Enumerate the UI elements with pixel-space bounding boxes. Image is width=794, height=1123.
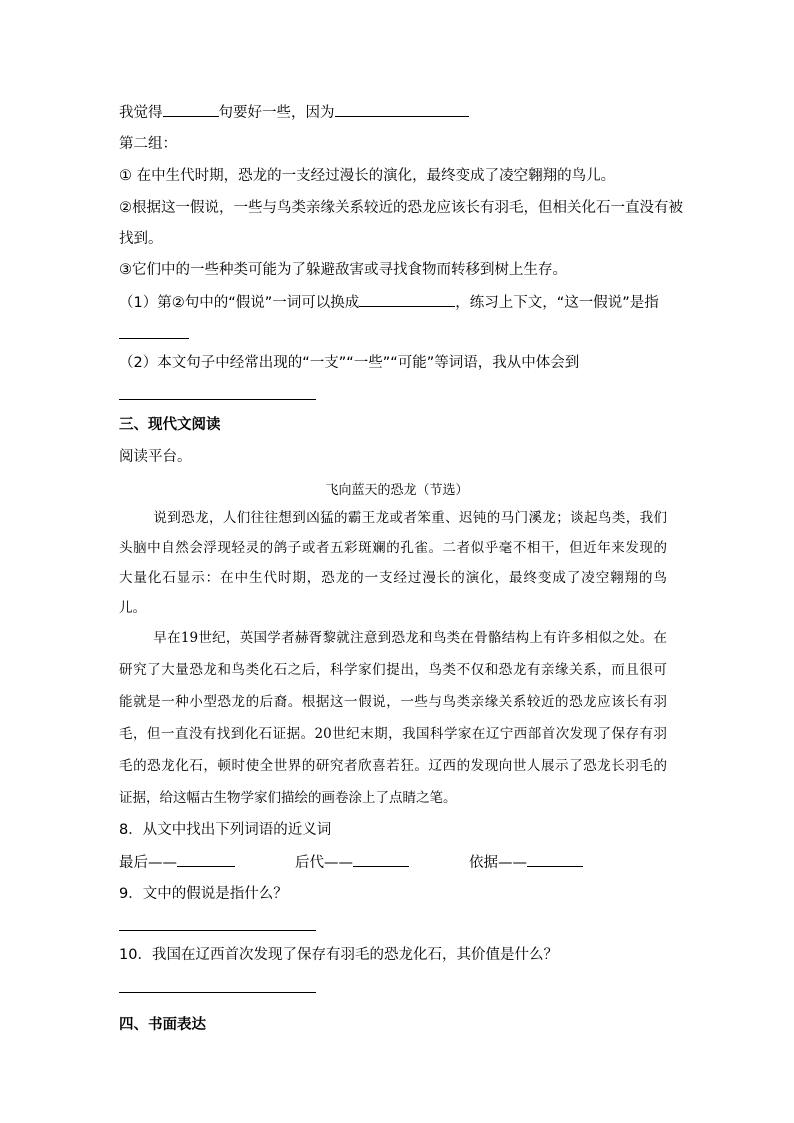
sub-q1-prefix: （1）第②句中的“假说”一词可以换成	[119, 295, 360, 311]
group2-sentence-3: ③它们中的一些种类可能为了躲避敌害或寻找食物而转移到树上生存。	[119, 262, 567, 278]
synonym-blank-2[interactable]	[353, 852, 409, 867]
answer-prefix: 我觉得	[119, 105, 163, 121]
sub-q1-blank[interactable]	[359, 292, 455, 307]
sub-q1-answer-line[interactable]	[119, 338, 189, 339]
passage-line: 早在19世纪，英国学者赫胥黎就注意到恐龙和鸟类在骨骼结构上有许多相似之处。在	[153, 630, 667, 646]
passage-line: 儿。	[119, 600, 146, 616]
group2-sentence-1: ① 在中生代时期，恐龙的一支经过漫长的演化，最终变成了凌空翱翔的鸟儿。	[119, 168, 616, 184]
question-10: 10．我国在辽西首次发现了保存有羽毛的恐龙化石，其价值是什么？	[119, 947, 558, 963]
synonym-item-1-label: 最后——	[119, 855, 177, 871]
question-9: 9．文中的假说是指什么？	[119, 886, 288, 902]
passage-line: 研究了大量恐龙和鸟类化石之后，科学家们提出，鸟类不仅和恐龙有亲缘关系，而且很可	[119, 662, 667, 678]
sub-q1-mid: ，练习上下文，“这一假说”是指	[455, 295, 659, 311]
synonym-item-3-label: 依据——	[469, 855, 527, 871]
answer-mid: 句要好一些，因为	[218, 105, 335, 121]
passage-line: 大量化石显示：在中生代时期，恐龙的一支经过漫长的演化，最终变成了凌空翱翔的鸟	[119, 570, 667, 586]
group2-sentence-2-cont: 找到。	[119, 231, 163, 247]
passage-line: 毛，但一直没有找到化石证据。20世纪末期，我国科学家在辽宁西部首次发现了保存有羽	[119, 726, 667, 742]
sub-q2-answer-line[interactable]	[119, 399, 316, 400]
sub-question-2: （2）本文句子中经常出现的“一支”“一些”“可能”等词语，我从中体会到	[119, 355, 580, 371]
q9-answer-line[interactable]	[119, 930, 316, 931]
section-3-heading: 三、现代文阅读	[119, 417, 221, 433]
answer-blank-reason[interactable]	[335, 102, 469, 117]
q10-answer-line[interactable]	[119, 992, 316, 993]
sub-question-1	[119, 292, 659, 313]
passage-line: 毛的恐龙化石，顿时使全世界的研究者欣喜若狂。辽西的发现向世人展示了恐龙长羽毛的	[119, 758, 667, 774]
synonym-item-2-label: 后代——	[295, 855, 353, 871]
section-4-heading: 四、书面表达	[119, 1017, 206, 1033]
group2-label: 第二组：	[119, 136, 177, 152]
reading-intro: 阅读平台。	[119, 449, 192, 465]
passage-line: 能就是一种小型恐龙的后裔。根据这一假说，一些与鸟类亲缘关系较近的恐龙应该长有羽	[119, 694, 667, 710]
synonym-blank-3[interactable]	[527, 852, 583, 867]
passage-line: 证据，给这幅古生物学家们描绘的画卷涂上了点睛之笔。	[119, 790, 457, 806]
passage-line: 头脑中自然会浮现轻灵的鸽子或者五彩斑斓的孔雀。二者似乎毫不相干，但近年来发现的	[119, 540, 667, 556]
passage-line: 说到恐龙，人们往往想到凶猛的霸王龙或者笨重、迟钝的马门溪龙；谈起鸟类，我们	[153, 510, 667, 526]
group1-answer-line	[119, 102, 469, 123]
question-8-items	[119, 852, 583, 873]
question-8: 8．从文中找出下列词语的近义词	[119, 822, 332, 838]
passage-title: 飞向蓝天的恐龙（节选）	[325, 483, 469, 498]
answer-blank-sentence[interactable]	[163, 102, 219, 117]
group2-sentence-2: ②根据这一假说，一些与鸟类亲缘关系较近的恐龙应该长有羽毛，但相关化石一直没有被	[119, 200, 683, 216]
synonym-blank-1[interactable]	[177, 852, 235, 867]
